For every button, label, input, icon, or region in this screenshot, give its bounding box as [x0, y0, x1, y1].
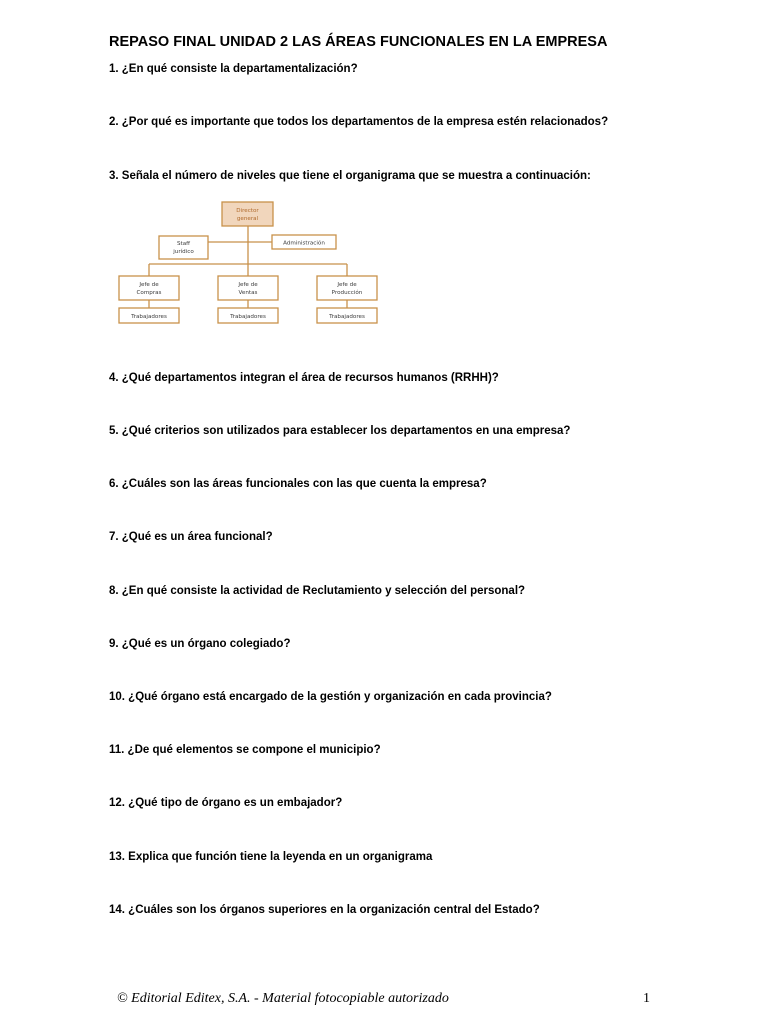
question-12: 12. ¿Qué tipo de órgano es un embajador?: [109, 797, 343, 809]
org-label-staff-2: jurídico: [173, 249, 194, 255]
org-box-jefe-produccion: [317, 276, 377, 300]
page-number: 1: [643, 991, 650, 1006]
org-box-staff: [159, 236, 208, 259]
question-4: 4. ¿Qué departamentos integran el área de recursos humanos (RRHH)?: [109, 372, 499, 384]
question-10: 10. ¿Qué órgano está encargado de la gestión y organización en cada provincia?: [109, 691, 552, 703]
org-label-director-1: Director: [236, 208, 259, 214]
org-label-director-2: general: [236, 216, 259, 222]
org-box-jefe-compras: [119, 276, 179, 300]
org-box-director: [222, 202, 273, 226]
org-label-admin: Administración: [283, 240, 325, 247]
question-11: 11. ¿De qué elementos se compone el municipio?: [109, 744, 381, 756]
org-label-trabajadores-1: Trabajadores: [131, 314, 167, 320]
question-2: 2. ¿Por qué es importante que todos los departamentos de la empresa estén relacionados?: [109, 116, 609, 128]
org-label-staff-1: Staff: [176, 241, 191, 247]
question-5: 5. ¿Qué criterios son utilizados para establecer los departamentos en una empresa?: [109, 425, 571, 437]
question-14: 14. ¿Cuáles son los órganos superiores en la organización central del Estado?: [109, 904, 540, 916]
org-box-jefe-ventas: [218, 276, 278, 300]
question-7: 7. ¿Qué es un área funcional?: [109, 531, 273, 543]
org-chart-diagram: [108, 196, 388, 332]
question-13: 13. Explica que función tiene la leyenda en un organigrama: [109, 851, 433, 863]
question-9: 9. ¿Qué es un órgano colegiado?: [109, 638, 291, 650]
question-3: 3. Señala el número de niveles que tiene el organigrama que se muestra a continuación:: [109, 170, 591, 182]
org-label-trabajadores-3: Trabajadores: [329, 314, 365, 320]
question-1: 1. ¿En qué consiste la departamentalización?: [109, 63, 358, 75]
page-title: REPASO FINAL UNIDAD 2 LAS ÁREAS FUNCIONALES EN LA EMPRESA: [109, 34, 608, 50]
org-label-jefe-compras-2: Compras: [136, 290, 162, 296]
org-label-jefe-ventas-1: Jefe de: [238, 282, 258, 288]
question-8: 8. ¿En qué consiste la actividad de Reclutamiento y selección del personal?: [109, 585, 526, 597]
question-6: 6. ¿Cuáles son las áreas funcionales con las que cuenta la empresa?: [109, 478, 487, 490]
org-label-jefe-produccion-2: Producción: [331, 290, 363, 296]
org-label-jefe-ventas-2: Ventas: [238, 290, 258, 296]
org-label-trabajadores-2: Trabajadores: [230, 314, 266, 320]
footer-copyright: © Editorial Editex, S.A. - Material fotocopiable autorizado: [117, 991, 449, 1006]
org-label-jefe-compras-1: Jefe de: [139, 282, 159, 288]
org-label-jefe-produccion-1: Jefe de: [337, 282, 357, 288]
